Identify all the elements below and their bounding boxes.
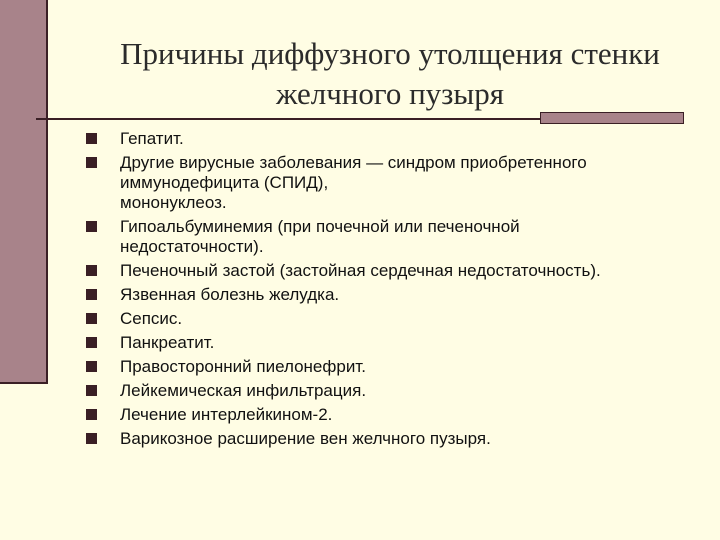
list-item-text: Правосторонний пиелонефрит. bbox=[120, 357, 366, 376]
list-item bbox=[84, 405, 709, 425]
list-item bbox=[84, 261, 709, 281]
side-bar-bottom-line bbox=[0, 382, 48, 384]
list-item bbox=[84, 429, 709, 449]
list-item bbox=[84, 309, 709, 329]
square-bullet-icon bbox=[86, 385, 97, 396]
list-item-text: Панкреатит. bbox=[120, 333, 215, 352]
list-item bbox=[84, 217, 709, 257]
square-bullet-icon bbox=[86, 221, 97, 232]
slide-title bbox=[60, 34, 720, 114]
list-item bbox=[84, 285, 709, 305]
square-bullet-icon bbox=[86, 433, 97, 444]
slide-title-text: Причины диффузного утолщения стенки желчного пузыря bbox=[120, 36, 660, 111]
causes-list bbox=[84, 129, 709, 453]
list-item-text: Гепатит. bbox=[120, 129, 184, 148]
list-item bbox=[84, 129, 709, 149]
square-bullet-icon bbox=[86, 337, 97, 348]
list-item-text: Другие вирусные заболевания — синдром приобретенного иммунодефицита (СПИД), мононуклеоз. bbox=[120, 153, 587, 212]
list-item-text: Сепсис. bbox=[120, 309, 183, 328]
side-bar-edge-line bbox=[46, 0, 48, 384]
square-bullet-icon bbox=[86, 313, 97, 324]
decorative-side-bar bbox=[0, 0, 46, 384]
list-item bbox=[84, 153, 709, 213]
list-item-text: Печеночный застой (застойная сердечная недостаточность). bbox=[120, 261, 601, 280]
square-bullet-icon bbox=[86, 157, 97, 168]
list-item-text: Гипоальбуминемия (при почечной или печеночной недостаточности). bbox=[120, 217, 520, 256]
list-item bbox=[84, 333, 709, 353]
list-item-text: Варикозное расширение вен желчного пузыря. bbox=[120, 429, 491, 448]
list-item-text: Лейкемическая инфильтрация. bbox=[120, 381, 367, 400]
square-bullet-icon bbox=[86, 133, 97, 144]
square-bullet-icon bbox=[86, 361, 97, 372]
square-bullet-icon bbox=[86, 289, 97, 300]
square-bullet-icon bbox=[86, 265, 97, 276]
list-item-text: Лечение интерлейкином-2. bbox=[120, 405, 333, 424]
list-item bbox=[84, 357, 709, 377]
title-divider-accent bbox=[540, 112, 684, 124]
list-item bbox=[84, 381, 709, 401]
square-bullet-icon bbox=[86, 409, 97, 420]
list-item-text: Язвенная болезнь желудка. bbox=[120, 285, 340, 304]
